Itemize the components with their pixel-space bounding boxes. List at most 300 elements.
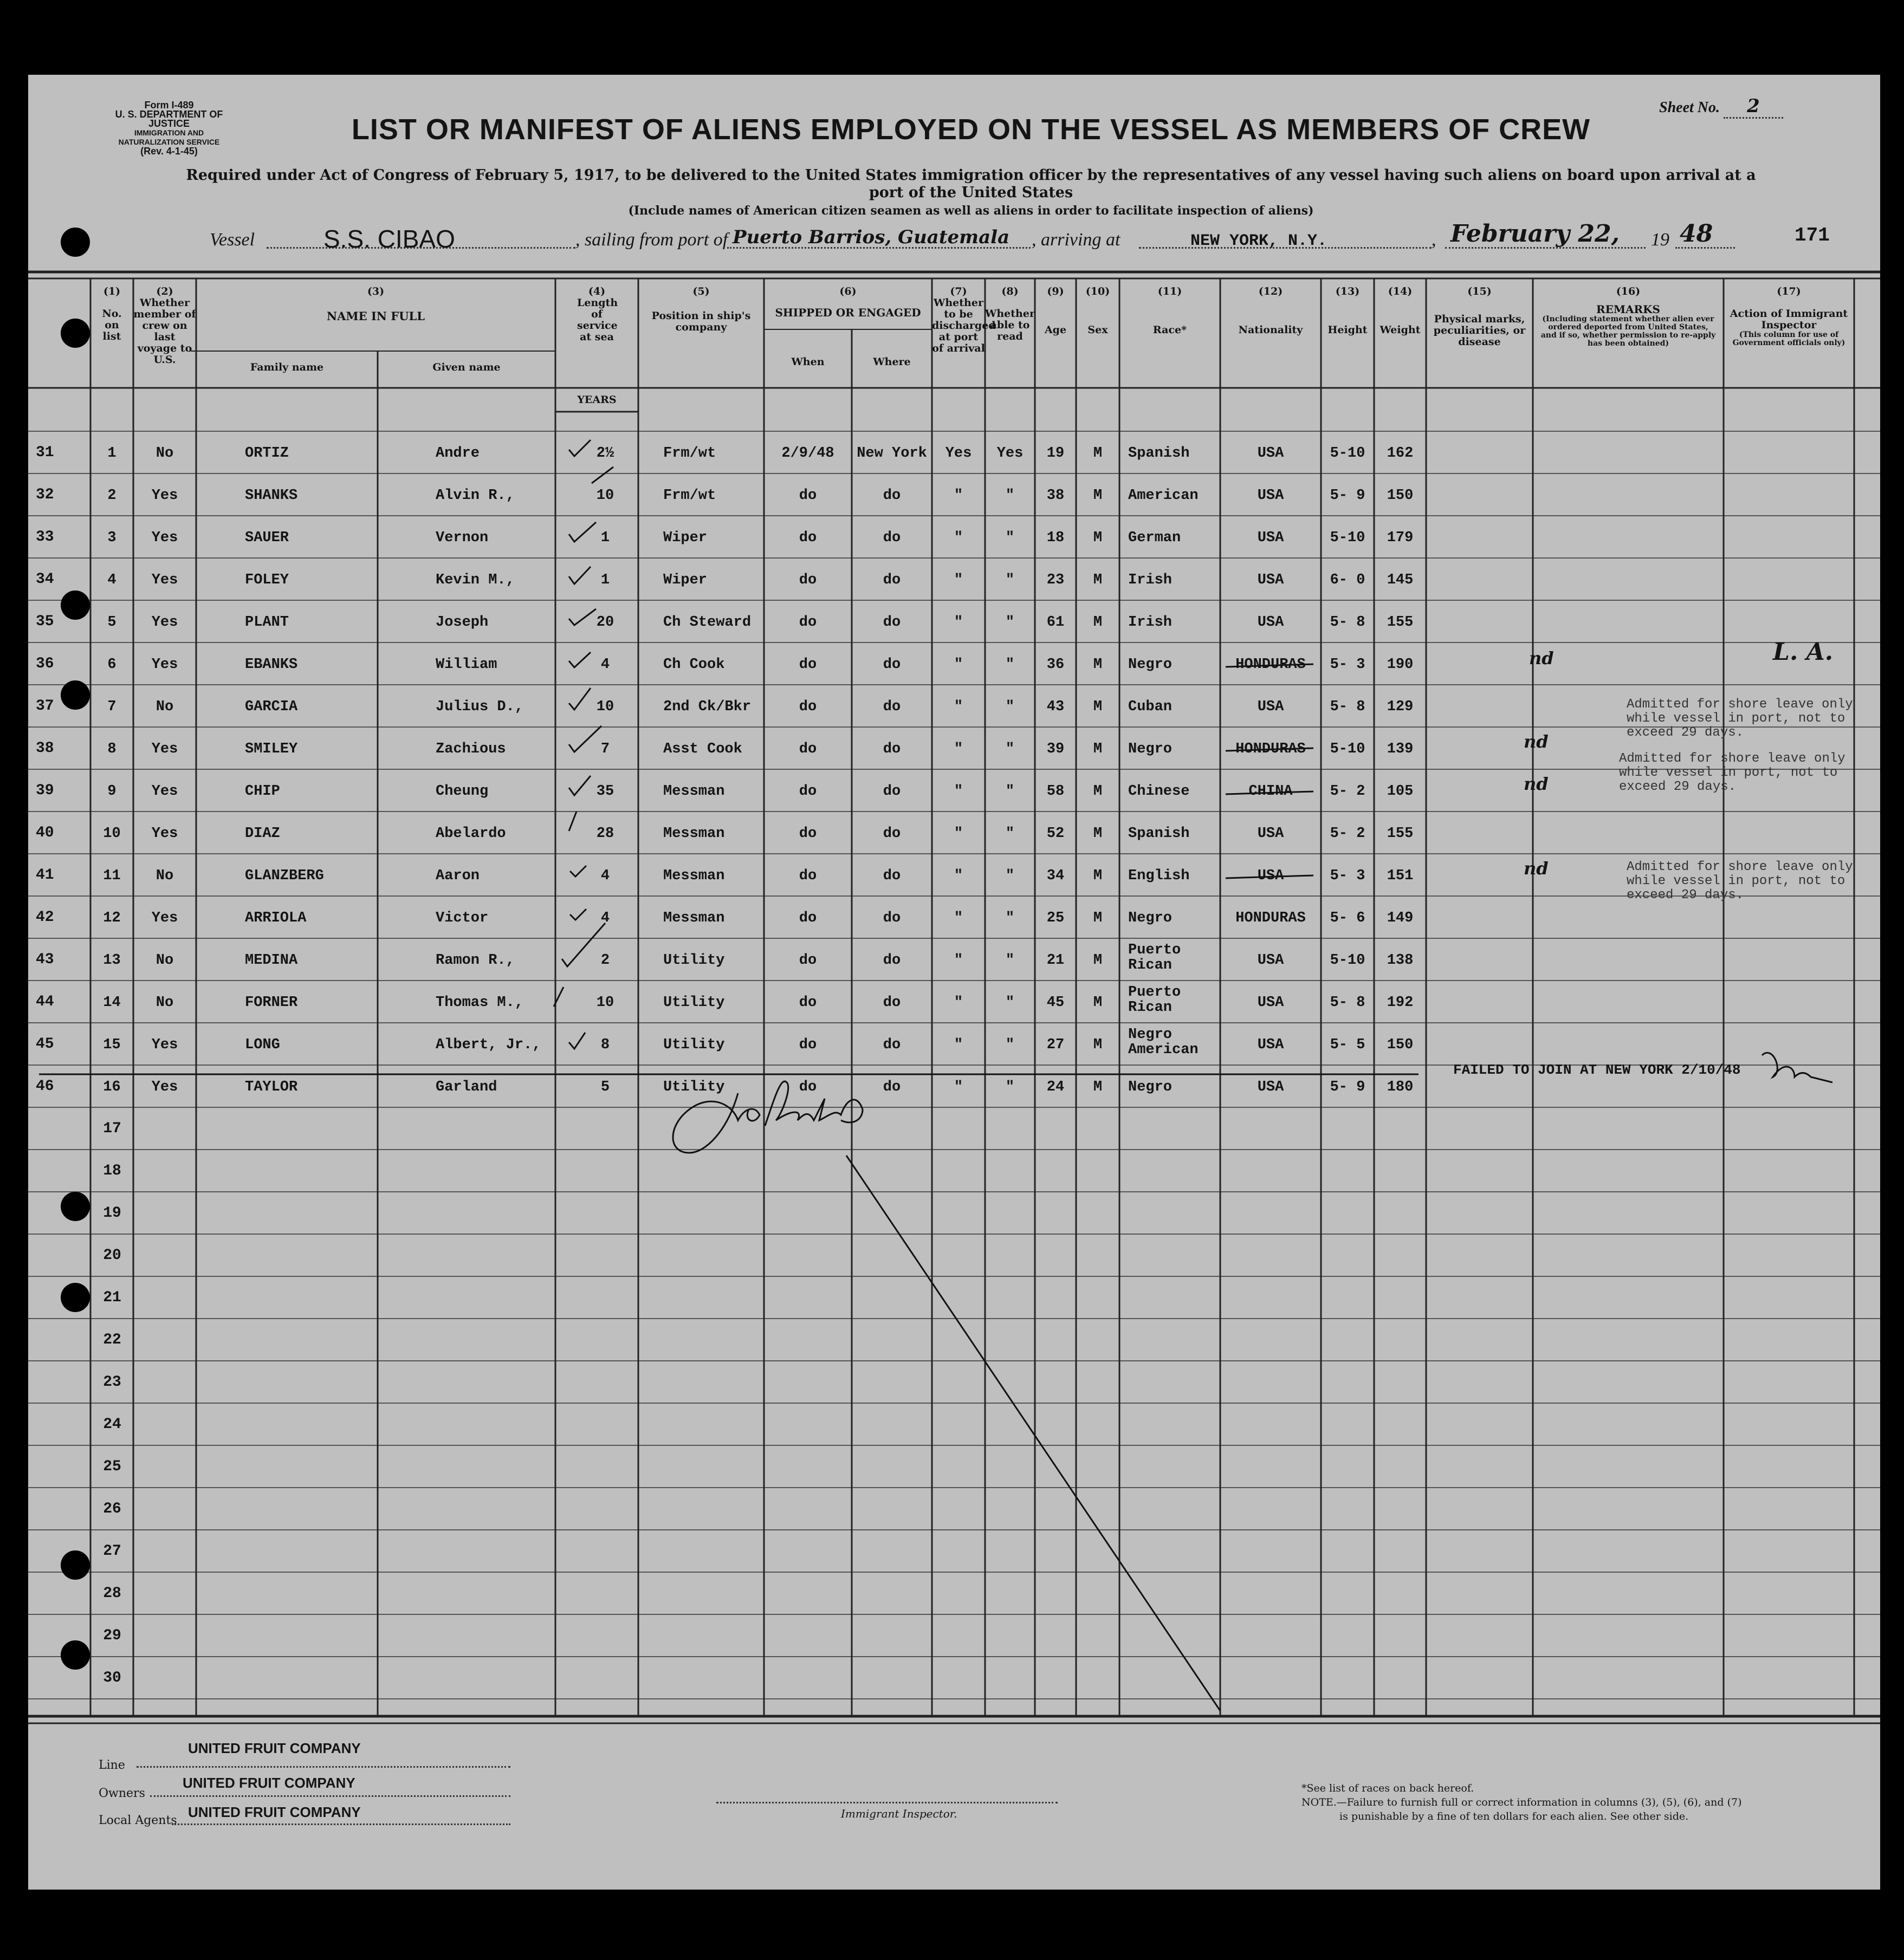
running-total-number: 46 [36, 1078, 54, 1095]
cell-when: do [799, 614, 817, 631]
cell-race: Irish [1128, 614, 1173, 631]
cell-nationality: USA [1257, 488, 1284, 504]
cell-years: 1 [600, 572, 610, 588]
cell-no: 15 [103, 1037, 121, 1053]
cell-nationality: HONDURAS [1235, 741, 1306, 757]
cell-no: 3 [107, 530, 116, 546]
cell-height: 5- 2 [1330, 826, 1365, 842]
punch-hole [61, 319, 90, 348]
cell-read: " [1005, 783, 1015, 800]
cell-race: Negro [1128, 741, 1173, 757]
cell-where: New York [857, 445, 927, 462]
col13-header: (13) Height [1327, 285, 1368, 336]
cell-last: Yes [151, 614, 178, 631]
cell-position: Messman [663, 868, 725, 884]
running-total-number: 37 [36, 698, 54, 715]
cell-nationality: USA [1257, 868, 1284, 884]
form-department: U. S. DEPARTMENT OF JUSTICE [115, 109, 223, 129]
remark-nd-row12: nd [1524, 858, 1549, 879]
cell-nationality: USA [1257, 530, 1284, 546]
empty-row-number: 28 [103, 1585, 121, 1602]
cell-when: do [799, 826, 817, 842]
running-total-number: 32 [36, 486, 54, 503]
cell-last: No [156, 699, 174, 715]
cell-discharged: " [954, 614, 963, 631]
cell-given: Garland [436, 1079, 497, 1095]
cell-family: SMILEY [245, 741, 298, 757]
cell-no: 11 [103, 868, 121, 884]
cell-where: do [883, 741, 901, 757]
remark-nd-row8: nd [1524, 731, 1549, 752]
cell-discharged: " [954, 572, 963, 588]
cell-when: do [799, 910, 817, 926]
col2-header: (2) Whether member of crew on last voyage to U.S. [133, 285, 196, 366]
cell-read: " [1005, 530, 1015, 546]
cell-race: Puerto Rican [1128, 942, 1181, 973]
cell-weight: 145 [1387, 572, 1414, 588]
empty-row-number: 20 [103, 1247, 121, 1264]
cell-no: 14 [103, 995, 121, 1011]
cell-age: 34 [1046, 868, 1065, 884]
cell-discharged: " [954, 868, 963, 884]
cell-sex: M [1093, 952, 1103, 969]
cell-where: do [883, 783, 901, 800]
col8-header: (8) Whether able to read [985, 285, 1035, 342]
punch-hole [61, 1550, 90, 1580]
cell-discharged: " [954, 826, 963, 842]
empty-row-number: 26 [103, 1501, 121, 1517]
cell-age: 27 [1046, 1037, 1065, 1053]
cell-years: 5 [600, 1079, 610, 1095]
cell-weight: 179 [1387, 530, 1414, 546]
cell-where: do [883, 868, 901, 884]
cell-read: " [1005, 910, 1015, 926]
running-total-number: 34 [36, 571, 54, 588]
subtitle-act: Required under Act of Congress of February 5, 1917, to be delivered to the United States immigration officer by the representatives of any vessel having such aliens on board upon arrival at a [186, 167, 1756, 184]
cell-given: Joseph [436, 614, 489, 631]
cell-discharged: " [954, 657, 963, 673]
cell-discharged: " [954, 699, 963, 715]
col14-header: (14) Weight [1380, 285, 1421, 336]
cell-height: 5-10 [1330, 952, 1365, 969]
cell-read: " [1005, 614, 1015, 631]
cell-given: Victor [436, 910, 489, 926]
footer-fine-note-cont: is punishable by a fine of ten dollars for each alien. See other side. [1339, 1810, 1689, 1822]
cell-age: 52 [1046, 826, 1065, 842]
running-total-number: 40 [36, 825, 54, 841]
cell-given: William [436, 657, 497, 673]
page-stamp-number: 171 [1795, 224, 1830, 246]
cell-read: Yes [996, 445, 1024, 462]
cell-age: 39 [1046, 741, 1065, 757]
cell-age: 24 [1046, 1079, 1065, 1095]
cell-race: Irish [1128, 572, 1173, 588]
cell-race: Spanish [1128, 826, 1190, 842]
cell-position: Wiper [663, 572, 708, 588]
cell-family: DIAZ [245, 826, 280, 842]
cell-last: Yes [151, 741, 178, 757]
col1-header: (1) No. on list [102, 285, 122, 342]
running-total-number: 41 [36, 867, 54, 884]
footer-line-company: UNITED FRUIT COMPANY [188, 1740, 361, 1756]
col17-header: (17) Action of Immigrant Inspector (This column for use of Government officials only) [1730, 285, 1848, 347]
cell-height: 5- 5 [1330, 1037, 1365, 1053]
cell-where: do [883, 657, 901, 673]
cell-sex: M [1093, 530, 1103, 546]
col11-header: (11) Race* [1152, 285, 1187, 336]
cell-read: " [1005, 826, 1015, 842]
cell-race: American [1128, 488, 1199, 504]
col4-header: (4) Length of service at sea [577, 285, 618, 343]
cell-position: Frm/wt [663, 488, 716, 504]
cell-height: 5- 9 [1330, 1079, 1365, 1095]
empty-row-number: 23 [103, 1374, 121, 1391]
cell-when: 2/9/48 [781, 445, 834, 462]
empty-row-number: 30 [103, 1670, 121, 1686]
col3-given-header: Given name [432, 361, 501, 373]
cell-last: Yes [151, 826, 178, 842]
cell-last: Yes [151, 530, 178, 546]
cell-sex: M [1093, 741, 1103, 757]
cell-height: 5- 9 [1330, 488, 1365, 504]
sheet-label: Sheet No. [1659, 99, 1720, 116]
punch-hole [61, 680, 90, 710]
cell-no: 1 [107, 445, 116, 462]
cell-years: 35 [596, 783, 614, 800]
cell-last: No [156, 445, 174, 462]
cell-position: Utility [663, 1079, 725, 1095]
cell-family: GARCIA [245, 699, 298, 715]
subtitle-port: port of the United States [869, 184, 1073, 201]
cell-where: do [883, 826, 901, 842]
empty-row-number: 21 [103, 1289, 121, 1306]
cell-where: do [883, 910, 901, 926]
cell-sex: M [1093, 1079, 1103, 1095]
row16-failed-remark: FAILED TO JOIN AT NEW YORK 2/10/48 [1453, 1062, 1741, 1078]
running-total-number: 43 [36, 951, 54, 968]
remark-nd-row9: nd [1524, 774, 1549, 794]
cell-read: " [1005, 1037, 1015, 1053]
sailing-label: , sailing from port of [575, 230, 728, 250]
cell-weight: 149 [1387, 910, 1414, 926]
cell-weight: 139 [1387, 741, 1414, 757]
immigrant-inspector-label: Immigrant Inspector. [841, 1807, 957, 1820]
running-total-number: 35 [36, 613, 54, 630]
col3-header: (3) NAME IN FULL [326, 285, 425, 323]
cell-read: " [1005, 488, 1015, 504]
cell-when: do [799, 741, 817, 757]
cell-read: " [1005, 868, 1015, 884]
cell-family: TAYLOR [245, 1079, 298, 1095]
cell-position: Messman [663, 910, 725, 926]
cell-given: Julius D., [436, 699, 524, 715]
cell-age: 23 [1046, 572, 1065, 588]
col15-header: (15) Physical marks, peculiarities, or disease [1433, 285, 1526, 348]
col4-years-unit: YEARS [577, 394, 617, 406]
empty-row-number: 24 [103, 1416, 121, 1433]
shore-leave-stamp-1: Admitted for shore leave only while vessel in port, not to exceed 29 days. [1627, 697, 1853, 740]
cell-last: No [156, 868, 174, 884]
cell-last: Yes [151, 657, 178, 673]
cell-nationality: USA [1257, 952, 1284, 969]
cell-discharged: Yes [945, 445, 972, 462]
cell-age: 58 [1046, 783, 1065, 800]
running-total-number: 33 [36, 529, 54, 546]
cell-nationality: USA [1257, 445, 1284, 462]
form-service: IMMIGRATION AND NATURALIZATION SERVICE [118, 128, 220, 146]
cell-age: 43 [1046, 699, 1065, 715]
vessel-name: S.S. CIBAO [323, 225, 455, 253]
punch-hole [61, 1640, 90, 1670]
cell-given: Albert, Jr., [436, 1037, 541, 1053]
cell-discharged: " [954, 910, 963, 926]
cell-family: LONG [245, 1037, 280, 1053]
cell-nationality: USA [1257, 614, 1284, 631]
cell-race: Negro American [1128, 1027, 1199, 1058]
form-revision: (Rev. 4-1-45) [140, 146, 198, 157]
footer-races-note: *See list of races on back hereof. [1301, 1782, 1474, 1794]
punch-hole [61, 1283, 90, 1312]
running-total-number: 42 [36, 909, 54, 926]
running-total-number: 39 [36, 782, 54, 799]
empty-row-number: 27 [103, 1543, 121, 1560]
cell-read: " [1005, 657, 1015, 673]
col5-header: (5) Position in ship's company [651, 285, 751, 333]
cell-sex: M [1093, 614, 1103, 631]
cell-years: 10 [596, 699, 614, 715]
cell-family: EBANKS [245, 657, 298, 673]
cell-nationality: USA [1257, 1079, 1284, 1095]
cell-read: " [1005, 952, 1015, 969]
col9-header: (9) Age [1044, 285, 1067, 336]
cell-when: do [799, 783, 817, 800]
col6-where-header: Where [873, 356, 911, 368]
cell-no: 16 [103, 1079, 121, 1095]
cell-family: PLANT [245, 614, 289, 631]
cell-family: MEDINA [245, 952, 298, 969]
cell-no: 9 [107, 783, 116, 800]
footer-owners-company: UNITED FRUIT COMPANY [183, 1775, 355, 1791]
cell-position: 2nd Ck/Bkr [663, 699, 752, 715]
cell-no: 4 [107, 572, 116, 588]
cell-where: do [883, 952, 901, 969]
shore-leave-stamp-3: Admitted for shore leave only while vessel in port, not to exceed 29 days. [1627, 860, 1853, 903]
cell-weight: 138 [1387, 952, 1414, 969]
cell-when: do [799, 572, 817, 588]
cell-no: 2 [107, 488, 116, 504]
cell-sex: M [1093, 699, 1103, 715]
remark-nd-row6: nd [1529, 648, 1554, 669]
sheet-number: 2 [1724, 95, 1783, 119]
cell-height: 5-10 [1330, 445, 1365, 462]
cell-when: do [799, 699, 817, 715]
cell-weight: 180 [1387, 1079, 1414, 1095]
cell-age: 21 [1046, 952, 1065, 969]
manifest-sheet: Form I-489 U. S. DEPARTMENT OF JUSTICE IMMIGRATION AND NATURALIZATION SERVICE (Rev. 4-1-45) Sheet No. 2 LIST OR MANIFEST OF ALIENS EMPLOYED ON THE VESSEL AS MEMBERS OF CREW Required under Act of Congress of February 5, 1917, to be delivered to the United States immigration officer by the representatives of any vessel having such aliens on board upon arrival at a port of the United States (Include names of American citizen seamen as well as aliens in order to facilitate inspection of aliens) Vessel S.S. CIBAO , sailing from port of Puerto Barrios, Guatemala , arriving at NEW YORK, N.Y. , February 22, 19 48 171 (1) No. on list (2) Whether member of crew on last voyage to U.S. (3) NAME IN FULL Family name Given name (4) Length of service at sea YEARS (5) Position in ship's company (6) SHIPPED OR ENGAGED When Where (7) Whether to be discharged at port of arrival (8) Whether able to read (9) Age (10) Sex (11) Race* (12) Nationality (13) Height (14) Weight (15) Physical marks, peculiarities, or disease (16) REMARKS (Including statement whether alien ever ordered deported from United States, and if so, whether permission to re-apply has been obtained) (17) Action of Immigrant Inspector (This column for use of Government officials only) 31 1 No ORTIZ Andre 2½ Frm/wt 2/9/48 New York Yes Yes 19 M Spanish USA 5-10 162 32 2 Yes SHANKS Alvin R., 10 Frm/wt do do " " 38 M American USA 5- 9 150 33 3 Yes SAUER Vernon 1 Wiper do do " " 18 M German USA 5-10 179 34 4 Yes FOLEY Kevin M., 1 Wiper do do " " 23 M Irish USA 6- 0 145 35 5 Yes PLANT Joseph 20 Ch Steward do do " " 61 M Irish USA 5- 8 155 36 6 Yes EBANKS William 4 Ch Cook do do " " 36 M Negro HONDURAS 5- 3 190 37 7 No GARCIA Julius D., 10 2nd Ck/Bkr do do " " 43 M Cuban USA 5- 8 129 38 8 Yes SMILEY Zachious 7 Asst Cook do do " " 39 M Negro HONDURAS 5-10 139 39 9 Yes CHIP Cheung 35 Messman do do " " 58 M Chinese CHINA 5- 2 105 40 10 Yes DIAZ Abelardo 28 Messman do do " " 52 M Spanish USA 5- 2 155 41 11 No GLANZBERG Aaron 4 Messman do do " " 34 M English USA 5- 3 151 42 12 Yes ARRIOLA Victor 4 Messman do do " " 25 M Negro HONDURAS 5- 6 149 43 13 No MEDINA Ramon R., 2 Utility do do " " 21 M Puerto Rican USA 5-10 138 44 14 No FORNER Thomas M., 10 Utility do do " " 45 M Puerto Rican USA 5- 8 192 45 15 Yes LONG Albert, Jr., 8 Utility do do " " 27 M Negro American USA 5- 5 150 46 16 Yes TAYLOR Garland 5 Utility do do " " 24 M Negro USA 5- 9 180 17 18 19 20 21 22 23 24 25 26 27 28 29 30 L. A. nd nd nd nd Admitted for shore leave only while vessel in port, not to exceed 29 days. Admitted for shore leave only while vessel in port, not to exceed 29 days. Admitted for shore leave only while vessel in port, not to exceed 29 days. FAILED TO JOIN AT NEW YORK 2/10/48 Line UNITED FRUIT COMPANY Owners UNITED FRUIT COMPANY Local Agents UNITED FRUIT COMPANY Immigrant Inspector. *See list of races on back hereof. NOTE.—Failure to furnish full or correct information in columns (3), (5), (6), and (7) is punishable by a fine of ten dollars for each alien. See other side. [28, 75, 1880, 1890]
empty-row-number: 29 [103, 1627, 121, 1644]
arrival-year: 48 [1680, 220, 1713, 248]
cell-family: GLANZBERG [245, 868, 324, 884]
cell-nationality: USA [1257, 995, 1284, 1011]
cell-family: ARRIOLA [245, 910, 307, 926]
cell-position: Frm/wt [663, 445, 716, 462]
empty-row-number: 25 [103, 1458, 121, 1475]
cell-given: Abelardo [436, 826, 506, 842]
running-total-number: 44 [36, 994, 54, 1010]
cell-last: Yes [151, 1079, 178, 1095]
cell-when: do [799, 488, 817, 504]
cell-discharged: " [954, 952, 963, 969]
cell-sex: M [1093, 445, 1103, 462]
cell-no: 10 [103, 826, 121, 842]
cell-weight: 155 [1387, 826, 1414, 842]
cell-discharged: " [954, 530, 963, 546]
cell-when: do [799, 995, 817, 1011]
col16-header: (16) REMARKS (Including statement whether alien ever ordered deported from United States, and if so, whether permission to re-apply has been obtained) [1540, 285, 1716, 348]
cell-nationality: CHINA [1248, 783, 1293, 800]
cell-age: 19 [1046, 445, 1065, 462]
cell-years: 1 [600, 530, 610, 546]
cell-years: 28 [596, 826, 614, 842]
cell-race: English [1128, 868, 1190, 884]
cell-position: Asst Cook [663, 741, 742, 757]
cell-position: Messman [663, 826, 725, 842]
cell-years: 2½ [596, 445, 614, 462]
cell-age: 45 [1046, 995, 1065, 1011]
cell-family: CHIP [245, 783, 280, 800]
cell-height: 5- 6 [1330, 910, 1365, 926]
cell-height: 5- 8 [1330, 614, 1365, 631]
form-number: Form I-489 [144, 100, 194, 111]
cell-read: " [1005, 995, 1015, 1011]
cell-race: Chinese [1128, 783, 1190, 800]
cell-nationality: HONDURAS [1235, 910, 1306, 926]
sailing-port: Puerto Barrios, Guatemala [733, 226, 1010, 248]
cell-read: " [1005, 741, 1015, 757]
cell-height: 5- 8 [1330, 699, 1365, 715]
cell-nationality: USA [1257, 1037, 1284, 1053]
cell-years: 8 [600, 1037, 610, 1053]
cell-race: Puerto Rican [1128, 984, 1181, 1016]
cell-when: do [799, 1079, 817, 1095]
cell-when: do [799, 868, 817, 884]
running-total-number: 31 [36, 444, 54, 461]
cell-height: 5- 2 [1330, 783, 1365, 800]
cell-race: Negro [1128, 1079, 1173, 1095]
cell-given: Aaron [436, 868, 480, 884]
cell-age: 38 [1046, 488, 1065, 504]
cell-discharged: " [954, 741, 963, 757]
col7-header: (7) Whether to be discharged at port of arrival [932, 285, 996, 354]
arrival-date: February 22, [1450, 220, 1620, 248]
cell-weight: 150 [1387, 488, 1414, 504]
cell-years: 10 [596, 995, 614, 1011]
cell-where: do [883, 488, 901, 504]
cell-last: No [156, 995, 174, 1011]
col12-header: (12) Nationality [1238, 285, 1303, 336]
cell-no: 13 [103, 952, 121, 969]
cell-weight: 190 [1387, 657, 1414, 673]
punch-hole [61, 590, 90, 620]
cell-family: FOLEY [245, 572, 289, 588]
cell-where: do [883, 1079, 901, 1095]
cell-given: Kevin M., [436, 572, 515, 588]
year-prefix: 19 [1651, 230, 1669, 250]
inspector-action-row6: L. A. [1773, 638, 1834, 666]
cell-where: do [883, 614, 901, 631]
cell-age: 36 [1046, 657, 1065, 673]
cell-given: Ramon R., [436, 952, 515, 969]
cell-nationality: USA [1257, 826, 1284, 842]
cell-where: do [883, 572, 901, 588]
page-title: LIST OR MANIFEST OF ALIENS EMPLOYED ON THE VESSEL AS MEMBERS OF CREW [351, 113, 1591, 146]
punch-hole [61, 228, 90, 257]
cell-years: 7 [600, 741, 610, 757]
cell-where: do [883, 530, 901, 546]
cell-given: Vernon [436, 530, 489, 546]
cell-given: Andre [436, 445, 480, 462]
cell-family: SHANKS [245, 488, 298, 504]
arrival-port: NEW YORK, N.Y. [1190, 232, 1327, 250]
cell-height: 5- 3 [1330, 657, 1365, 673]
cell-position: Utility [663, 1037, 725, 1053]
cell-weight: 105 [1387, 783, 1414, 800]
cell-race: Cuban [1128, 699, 1173, 715]
col3-family-header: Family name [250, 361, 324, 373]
cell-position: Ch Cook [663, 657, 725, 673]
cell-sex: M [1093, 783, 1103, 800]
cell-years: 2 [600, 952, 610, 969]
cell-race: Negro [1128, 910, 1173, 926]
cell-position: Messman [663, 783, 725, 800]
cell-last: Yes [151, 910, 178, 926]
cell-family: ORTIZ [245, 445, 289, 462]
cell-weight: 151 [1387, 868, 1414, 884]
cell-no: 5 [107, 614, 116, 631]
cell-weight: 150 [1387, 1037, 1414, 1053]
cell-when: do [799, 657, 817, 673]
punch-hole [61, 1192, 90, 1221]
cell-no: 12 [103, 910, 121, 926]
empty-row-number: 19 [103, 1205, 121, 1222]
cell-years: 20 [596, 614, 614, 631]
cell-where: do [883, 995, 901, 1011]
running-total-number: 36 [36, 656, 54, 672]
cell-where: do [883, 1037, 901, 1053]
cell-given: Zachious [436, 741, 506, 757]
cell-weight: 129 [1387, 699, 1414, 715]
cell-age: 61 [1046, 614, 1065, 631]
footer-owners-label: Owners [99, 1787, 145, 1800]
cell-height: 6- 0 [1330, 572, 1365, 588]
cell-discharged: " [954, 1037, 963, 1053]
cell-last: Yes [151, 572, 178, 588]
cell-race: Negro [1128, 657, 1173, 673]
cell-years: 4 [600, 868, 610, 884]
cell-height: 5-10 [1330, 530, 1365, 546]
cell-last: Yes [151, 1037, 178, 1053]
cell-last: Yes [151, 488, 178, 504]
cell-family: FORNER [245, 995, 298, 1011]
cell-when: do [799, 1037, 817, 1053]
vessel-label: Vessel [210, 230, 255, 250]
col6-when-header: When [791, 356, 825, 368]
cell-nationality: USA [1257, 572, 1284, 588]
cell-sex: M [1093, 657, 1103, 673]
cell-no: 6 [107, 657, 116, 673]
cell-discharged: " [954, 488, 963, 504]
cell-height: 5-10 [1330, 741, 1365, 757]
